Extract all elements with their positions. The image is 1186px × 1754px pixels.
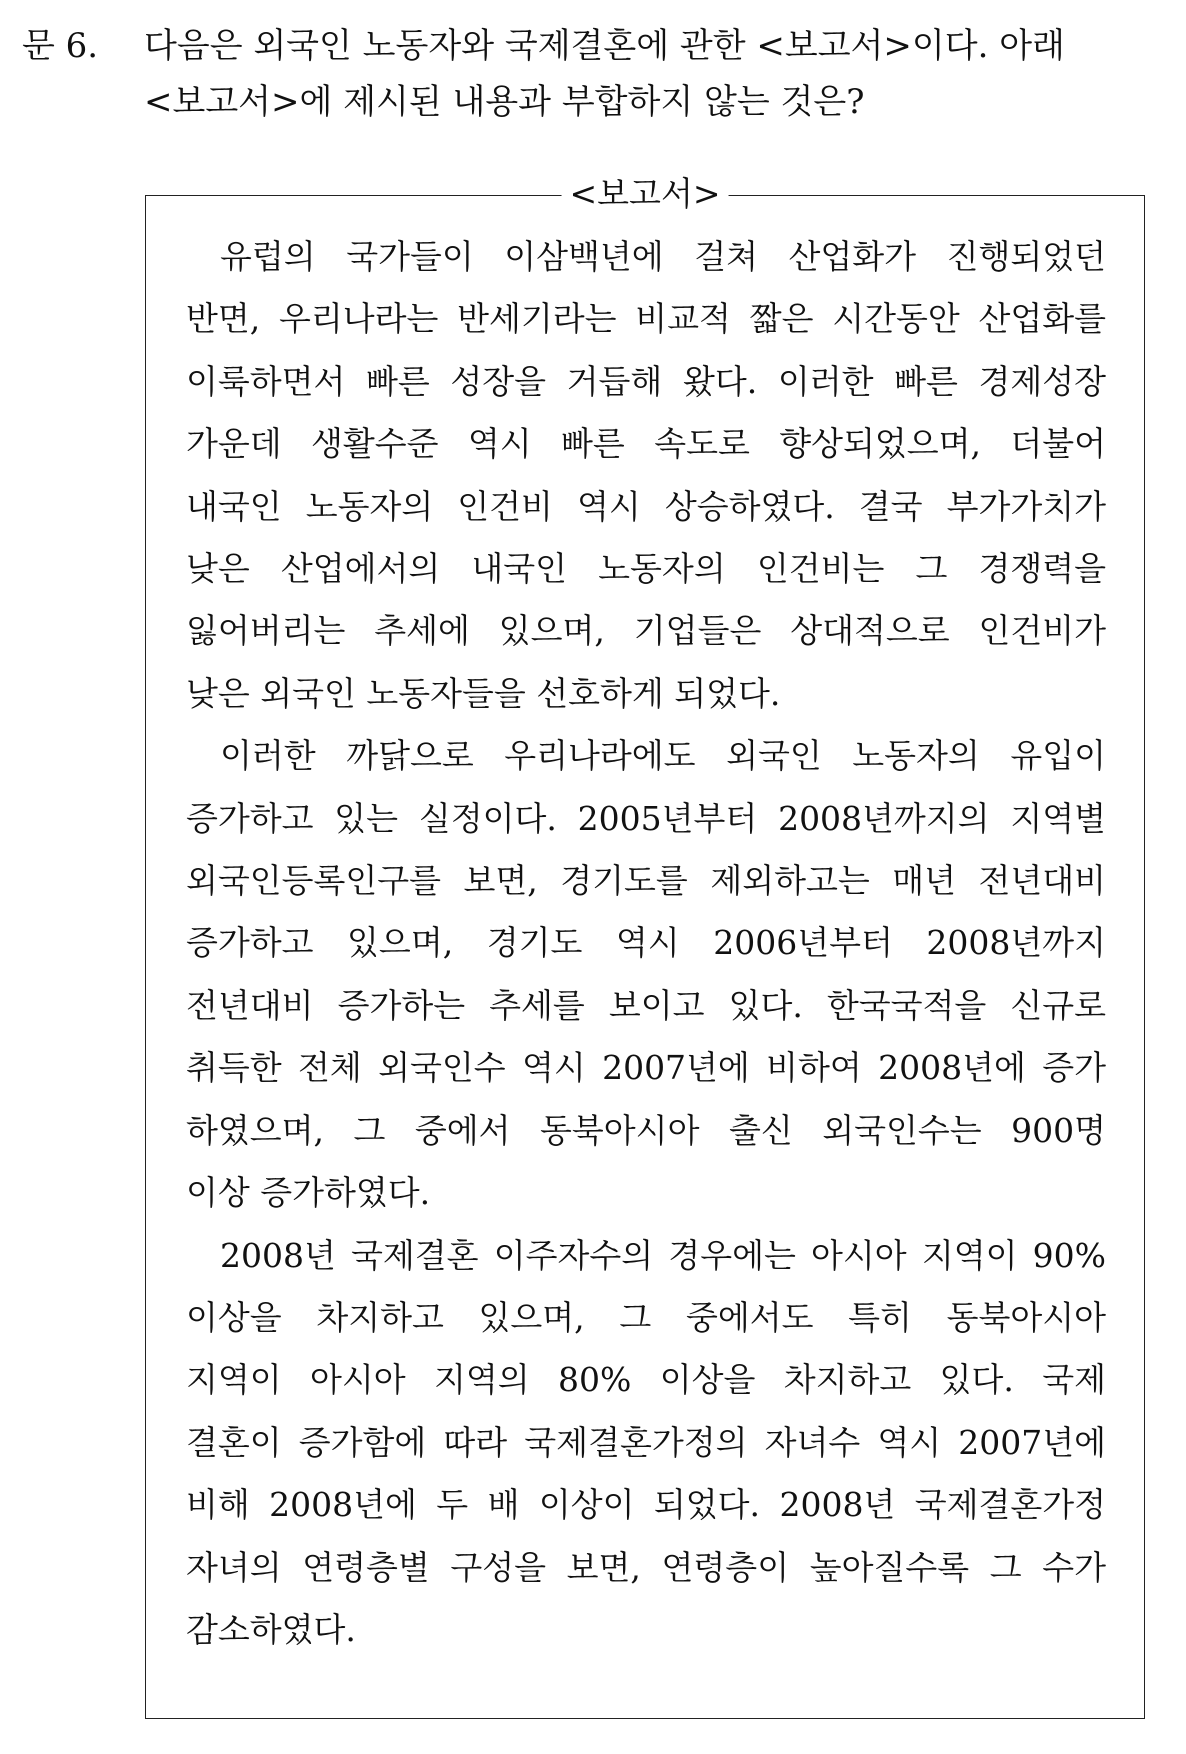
report-line: 비해 2008년에 두 배 이상이 되었다. 2008년 국제결혼가정 <box>186 1485 1106 1525</box>
report-line: 잃어버리는 추세에 있으며, 기업들은 상대적으로 인건비가 <box>186 611 1106 651</box>
report-line: 증가하고 있는 실정이다. 2005년부터 2008년까지의 지역별 <box>186 798 1106 838</box>
report-line: 증가하고 있으며, 경기도 역시 2006년부터 2008년까지 <box>186 923 1106 963</box>
report-line: 이룩하면서 빠른 성장을 거듭해 왔다. 이러한 빠른 경제성장 <box>186 361 1106 401</box>
question-line-2: <보고서>에 제시된 내용과 부합하지 않는 것은? <box>144 82 865 122</box>
report-line: 이러한 까닭으로 우리나라에도 외국인 노동자의 유입이 <box>220 736 1106 776</box>
report-line: 하였으며, 그 중에서 동북아시아 출신 외국인수는 900명 <box>186 1110 1106 1150</box>
report-line: 가운데 생활수준 역시 빠른 속도로 향상되었으며, 더불어 <box>186 424 1106 464</box>
question-stem <box>22 18 1172 130</box>
report-line: 결혼이 증가함에 따라 국제결혼가정의 자녀수 역시 2007년에 <box>186 1422 1106 1462</box>
report-line: 내국인 노동자의 인건비 역시 상승하였다. 결국 부가가치가 <box>186 486 1106 526</box>
report-body <box>186 226 1106 1661</box>
question-text-1: 다음은 외국인 노동자와 국제결혼에 관한 <보고서>이다. 아래 <box>144 26 1065 66</box>
report-line: 전년대비 증가하는 추세를 보이고 있다. 한국국적을 신규로 <box>186 985 1106 1025</box>
report-paragraph <box>186 1225 1106 1662</box>
report-line: 이상 증가하였다. <box>186 1173 431 1213</box>
report-line: 유럽의 국가들이 이삼백년에 걸쳐 산업화가 진행되었던 <box>220 237 1106 276</box>
report-title: <보고서> <box>562 172 729 216</box>
report-line: 낮은 산업에서의 내국인 노동자의 인건비는 그 경쟁력을 <box>186 549 1106 589</box>
report-line: 이상을 차지하고 있으며, 그 중에서도 특히 동북아시아 <box>186 1297 1106 1337</box>
report-line: 감소하였다. <box>186 1609 356 1649</box>
report-line: 낮은 외국인 노동자들을 선호하게 되었다. <box>186 673 781 713</box>
report-line: 외국인등록인구를 보면, 경기도를 제외하고는 매년 전년대비 <box>186 861 1106 901</box>
report-line: 취득한 전체 외국인수 역시 2007년에 비하여 2008년에 증가 <box>186 1048 1106 1088</box>
question-number: 문 6. <box>22 26 99 66</box>
report-box <box>145 174 1145 1719</box>
report-paragraph <box>186 725 1106 1224</box>
report-line: 2008년 국제결혼 이주자수의 경우에는 아시아 지역이 90% <box>220 1235 1106 1275</box>
report-line: 자녀의 연령층별 구성을 보면, 연령층이 높아질수록 그 수가 <box>186 1547 1106 1587</box>
question-line-1 <box>22 18 1172 74</box>
report-line: 반면, 우리나라는 반세기라는 비교적 짧은 시간동안 산업화를 <box>186 299 1106 339</box>
report-line: 지역이 아시아 지역의 80% 이상을 차지하고 있다. 국제 <box>186 1360 1106 1400</box>
report-paragraph <box>186 226 1106 725</box>
